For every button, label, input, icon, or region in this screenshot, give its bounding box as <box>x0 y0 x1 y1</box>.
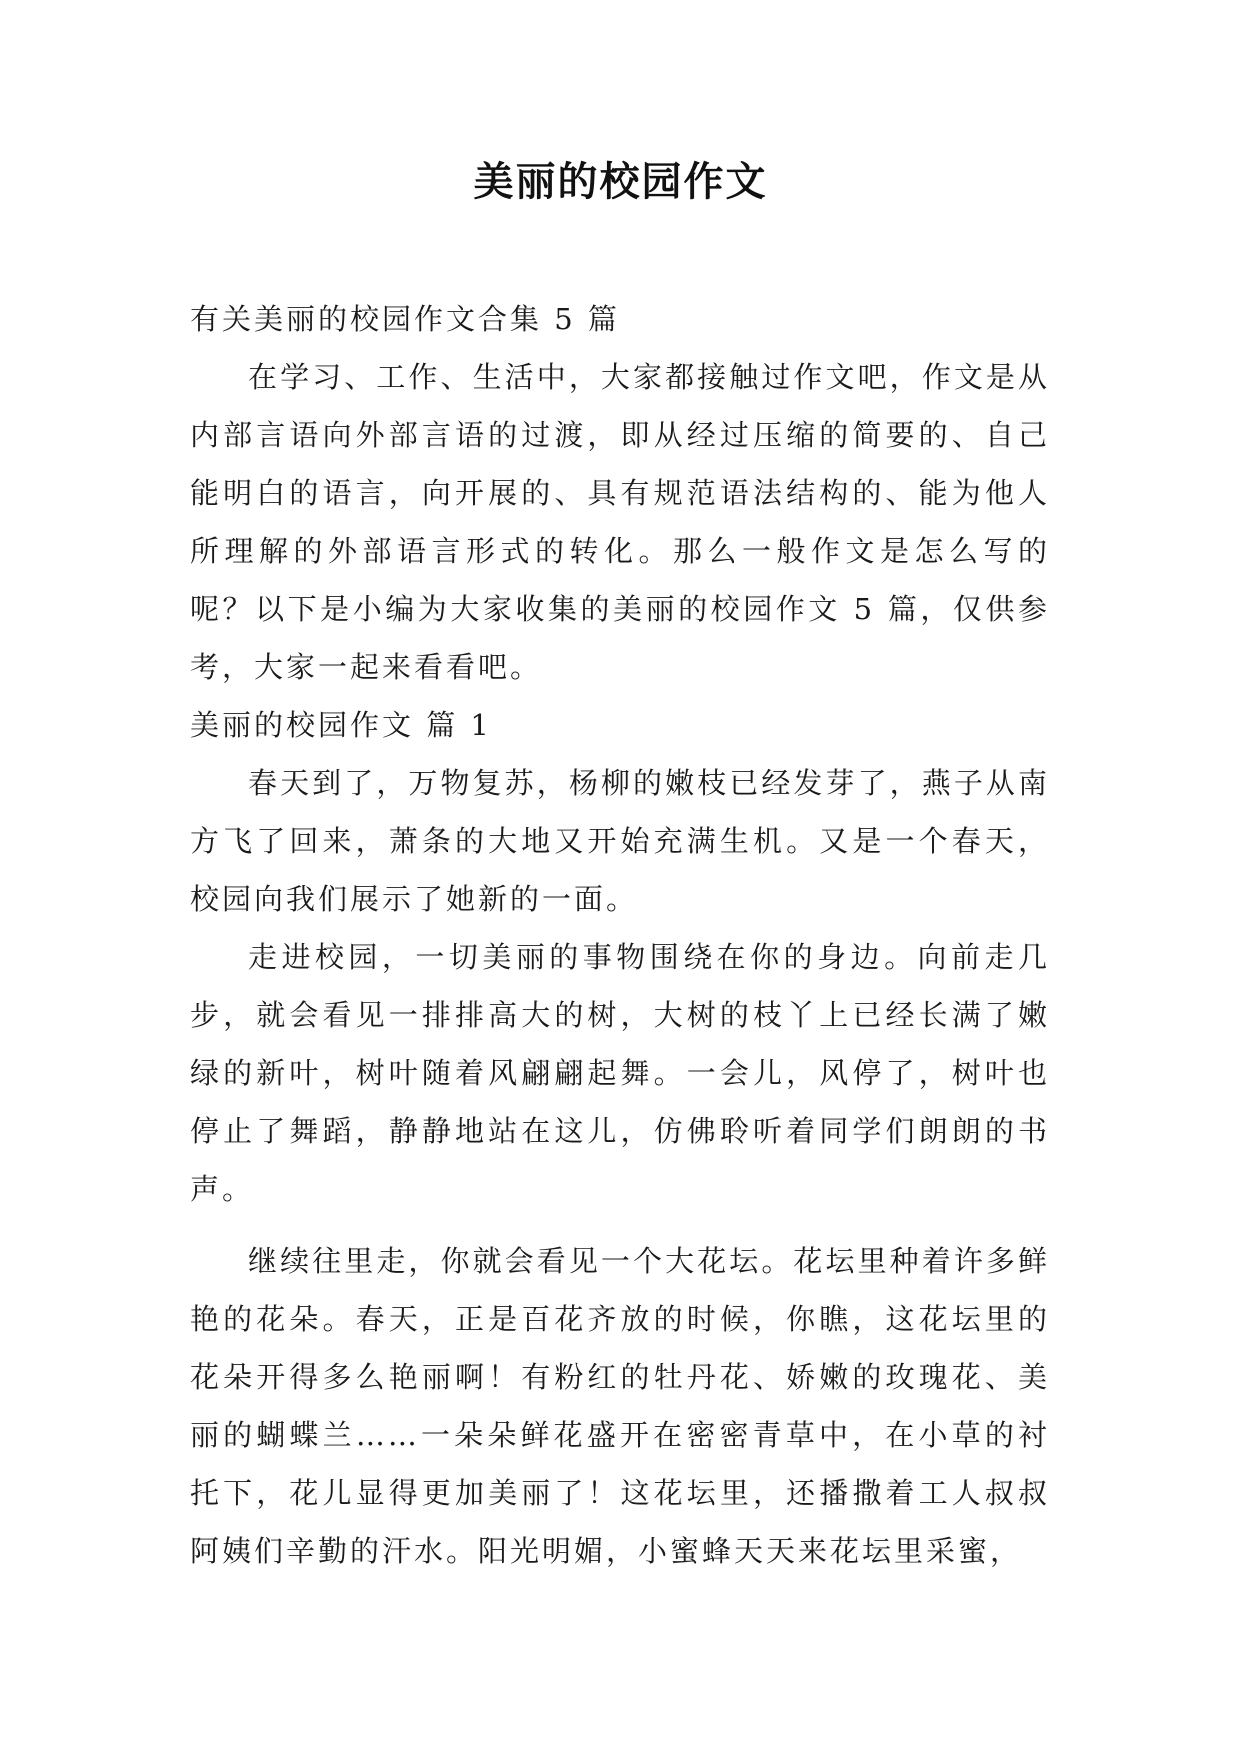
intro-paragraph: 在学习、工作、生活中，大家都接触过作文吧，作文是从内部言语向外部言语的过渡，即从经过压缩的简要的、自己能明白的语言，向开展的、具有规范语法结构的、能为他人所理解的外部语言形式的转化。那么一般作文是怎么写的呢？以下是小编为大家收集的美丽的校园作文 5 篇，仅供参考，大家一起来看看吧。 <box>190 360 1050 684</box>
body-paragraph: 春天到了，万物复苏，杨柳的嫩枝已经发芽了，燕子从南方飞了回来，萧条的大地又开始充满生机。又是一个春天，校园向我们展示了她新的一面。 <box>190 766 1050 916</box>
body-paragraph: 走进校园，一切美丽的事物围绕在你的身边。向前走几步，就会看见一排排高大的树，大树的枝丫上已经长满了嫩绿的新叶，树叶随着风翩翩起舞。一会儿，风停了，树叶也停止了舞蹈，静静地站在这儿，仿佛聆听着同学们朗朗的书声。 <box>190 940 1050 1206</box>
document-body <box>190 290 1050 1580</box>
collection-subtitle: 有关美丽的校园作文合集 5 篇 <box>190 302 620 336</box>
document-title: 美丽的校园作文 <box>473 158 768 205</box>
body-paragraph: 继续往里走，你就会看见一个大花坛。花坛里种着许多鲜艳的花朵。春天，正是百花齐放的时候，你瞧，这花坛里的花朵开得多么艳丽啊！有粉红的牡丹花、娇嫩的玫瑰花、美丽的蝴蝶兰……一朵朵鲜花盛开在密密青草中，在小草的衬托下，花儿显得更加美丽了！这花坛里，还播撒着工人叔叔阿姨们辛勤的汗水。阳光明媚，小蜜蜂天天来花坛里采蜜， <box>190 1244 1050 1568</box>
section-heading: 美丽的校园作文 篇 1 <box>190 708 492 742</box>
